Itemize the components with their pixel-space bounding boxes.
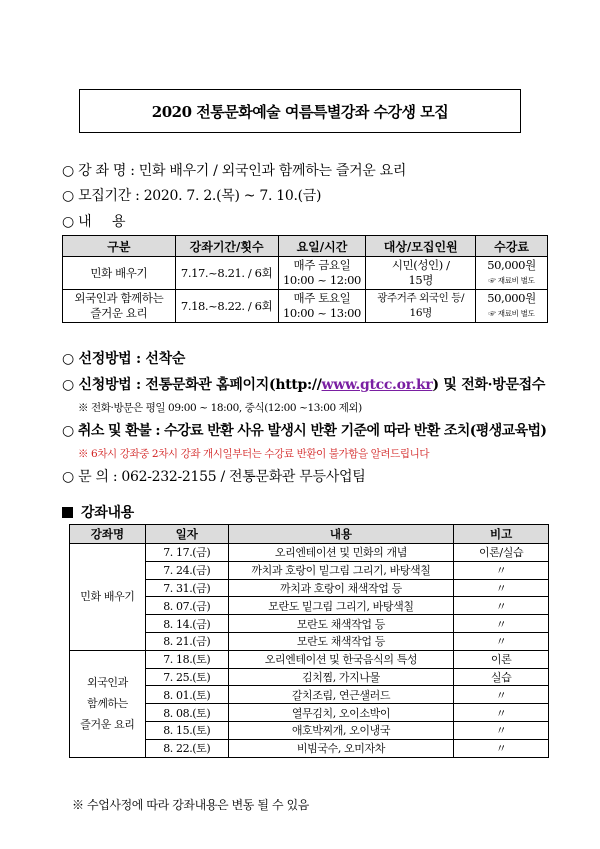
note-cell: 〃 <box>454 615 549 633</box>
course-label: ○ 강 좌 명 : <box>62 163 139 179</box>
period-value: 2020. 7. 2.(목) ~ 7. 10.(금) <box>143 188 322 204</box>
note-cell: 실습 <box>454 668 549 686</box>
period-label: ○ 모집기간 : <box>62 188 144 204</box>
course-name-cell <box>63 290 176 323</box>
content-cell: 김치찜, 가지나물 <box>228 668 453 686</box>
content-cell: 까치과 호랑이 밑그림 그리기, 바탕색칠 <box>228 561 453 579</box>
note-cell: 〃 <box>454 704 549 722</box>
note-cell: 〃 <box>454 579 549 597</box>
group-name-cell: 민화 배우기 <box>70 544 146 651</box>
fee-text: 50,000원 <box>487 258 536 272</box>
info-header-cell: 강좌기간/횟수 <box>175 236 278 257</box>
day-time-cell <box>278 290 366 323</box>
content-cell: 애호박찌개, 오이냉국 <box>228 721 453 739</box>
course-value: 민화 배우기 / 외국인과 함께하는 즐거운 요리 <box>138 163 407 179</box>
apply-suffix: ) 및 전화·방문접수 <box>432 377 546 393</box>
period-cell: 7.18.~8.22. / 6회 <box>175 290 278 323</box>
time-text: 10:00 ~ 12:00 <box>282 273 361 287</box>
content-cell: 열무김치, 오이소박이 <box>228 704 453 722</box>
date-cell: 7. 24.(금) <box>145 561 228 579</box>
content-cell: 오리엔테이션 및 민화의 개념 <box>228 544 453 562</box>
section-heading <box>62 502 134 522</box>
course-name-text: 외국인과 함께하는 <box>74 291 164 305</box>
course-name-cell: 민화 배우기 <box>63 257 176 290</box>
target-cell <box>366 257 476 290</box>
count-text: 16명 <box>409 307 432 319</box>
content-cell: 비빔국수, 오미자차 <box>228 739 453 757</box>
group-name-text: 즐거운 요리 <box>80 718 135 732</box>
note-cell: 〃 <box>454 739 549 757</box>
period-line <box>62 185 321 205</box>
count-text: 15명 <box>408 273 433 287</box>
schedule-header-cell: 비고 <box>454 525 549 544</box>
table-row <box>63 257 548 290</box>
date-cell: 7. 31.(금) <box>145 579 228 597</box>
schedule-table-header <box>70 525 549 544</box>
fee-cell <box>476 290 548 323</box>
group-name-text: 외국인과 <box>86 676 128 690</box>
content-cell: 갈치조림, 연근샐러드 <box>228 686 453 704</box>
schedule-header-cell: 내용 <box>228 525 453 544</box>
note-cell: 〃 <box>454 721 549 739</box>
info-table-header <box>63 236 548 257</box>
apply-url-prefix: http:// <box>275 377 322 393</box>
info-header-cell: 대상/모집인원 <box>366 236 476 257</box>
apply-prefix: ○ 신청방법 : 전통문화관 홈페이지( <box>62 377 276 393</box>
content-cell: 모란도 밑그림 그리기, 바탕색칠 <box>228 597 453 615</box>
refund-line: ○ 취소 및 환불 : 수강료 반환 사유 발생시 반환 기준에 따라 반환 조치(평생교육법) <box>62 423 547 439</box>
square-bullet-icon <box>62 507 73 518</box>
fee-text: 50,000원 <box>487 291 536 305</box>
target-text: 시민(성인) / <box>391 258 450 272</box>
note-cell: 〃 <box>454 686 549 704</box>
schedule-header-cell: 일자 <box>145 525 228 544</box>
date-cell: 8. 07.(금) <box>145 597 228 615</box>
apply-line <box>62 374 545 394</box>
note-cell: 〃 <box>454 561 549 579</box>
info-header-cell: 수강료 <box>476 236 548 257</box>
content-cell: 까치과 호랑이 채색작업 등 <box>228 579 453 597</box>
info-header-cell: 요일/시간 <box>278 236 366 257</box>
note-cell: 〃 <box>454 597 549 615</box>
target-text: 광주거주 외국인 등/ <box>377 292 465 304</box>
date-cell: 8. 01.(토) <box>145 686 228 704</box>
footer-note: ※ 수업사정에 따라 강좌내용은 변동 될 수 있음 <box>72 798 309 812</box>
target-cell <box>366 290 476 323</box>
content-label: ○ 내 용 <box>62 214 126 230</box>
date-cell: 8. 21.(금) <box>145 632 228 650</box>
day-text: 매주 금요일 <box>293 258 351 272</box>
page-title: 2020 전통문화예술 여름특별강좌 수강생 모집 <box>79 89 521 133</box>
content-cell: 모란도 채색작업 등 <box>228 632 453 650</box>
date-cell: 8. 22.(토) <box>145 739 228 757</box>
note-cell: 이론 <box>454 650 549 668</box>
table-row <box>70 544 549 562</box>
date-cell: 8. 14.(금) <box>145 615 228 633</box>
refund-note: ※ 6차시 강좌중 2차시 강좌 개시일부터는 수강료 반환이 불가함을 알려드립니다 <box>78 448 430 460</box>
content-cell: 오리엔테이션 및 한국음식의 특성 <box>228 650 453 668</box>
info-header-cell: 구분 <box>63 236 176 257</box>
group-name-text: 함께하는 <box>86 697 128 711</box>
content-cell: 모란도 채색작업 등 <box>228 615 453 633</box>
date-cell: 8. 15.(토) <box>145 721 228 739</box>
day-text: 매주 토요일 <box>293 291 351 305</box>
info-table <box>62 235 548 323</box>
schedule-table <box>69 524 549 758</box>
selection-line: ○ 선정방법 : 선착순 <box>62 351 186 367</box>
section-title: 강좌내용 <box>81 505 134 521</box>
period-cell: 7.17.~8.21. / 6회 <box>175 257 278 290</box>
note-cell: 이론/실습 <box>454 544 549 562</box>
date-cell: 7. 17.(금) <box>145 544 228 562</box>
fee-note: ☞ 재료비 별도 <box>488 309 535 318</box>
date-cell: 7. 25.(토) <box>145 668 228 686</box>
fee-note: ☞ 재료비 별도 <box>488 276 535 285</box>
time-text: 10:00 ~ 13:00 <box>282 306 361 320</box>
note-cell: 〃 <box>454 632 549 650</box>
fee-cell <box>476 257 548 290</box>
content-line <box>62 211 125 231</box>
table-row <box>70 650 549 668</box>
date-cell: 8. 08.(토) <box>145 704 228 722</box>
date-cell: 7. 18.(토) <box>145 650 228 668</box>
course-name-line <box>62 160 406 180</box>
table-row <box>63 290 548 323</box>
schedule-header-cell: 강좌명 <box>70 525 146 544</box>
group-name-cell <box>70 650 146 757</box>
homepage-link[interactable]: www.gtcc.or.kr <box>321 377 433 393</box>
course-name-text: 즐거운 요리 <box>90 306 148 320</box>
apply-note: ※ 전화·방문은 평일 09:00 ~ 18:00, 중식(12:00 ~13:00 제외) <box>78 402 362 414</box>
day-time-cell <box>278 257 366 290</box>
contact-line: ○ 문 의 : 062-232-2155 / 전통문화관 무등사업팀 <box>62 469 366 485</box>
